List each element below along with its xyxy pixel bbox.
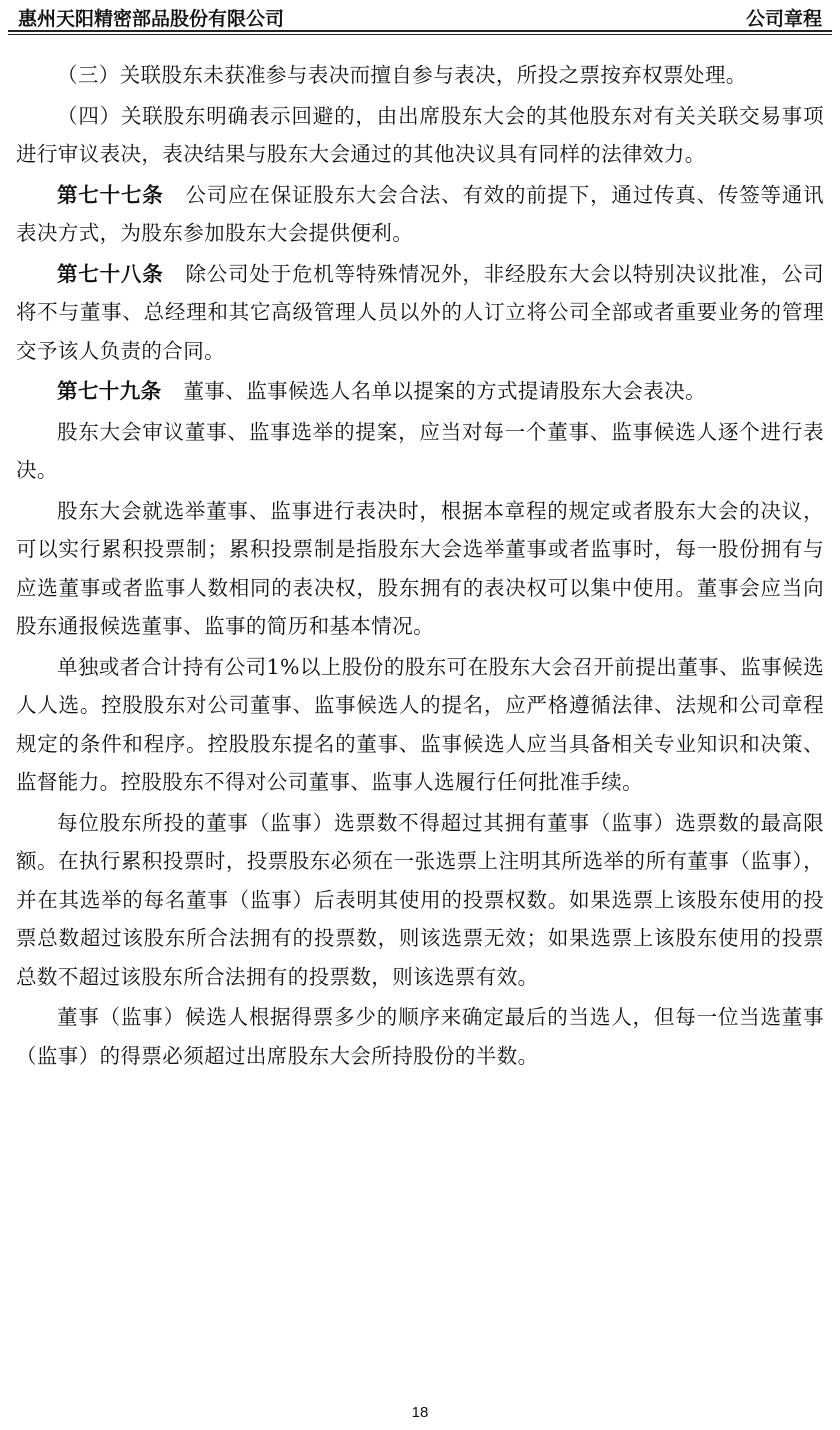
article-number: 第七十七条 bbox=[57, 182, 164, 207]
paragraph bbox=[16, 492, 824, 646]
article-number: 第七十九条 bbox=[57, 379, 162, 403]
paragraph-text: 单独或者合计持有公司1%以上股份的股东可在股东大会召开前提出董事、监事候选人人选。控股股东对公司董事、监事候选人的提名，应严格遵循法律、法规和公司章程规定的条件和程序。控股股东提名的董事、监事候选人应当具备相关专业知识和决策、监督能力。控股股东不得对公司董事、监事人选履行任何批准手续。 bbox=[16, 654, 824, 794]
paragraph-text: 公司应在保证股东大会合法、有效的前提下，通过传真、传签等通讯表决方式，为股东参加股东大会提供便利。 bbox=[16, 182, 825, 245]
paragraph-text: （四）关联股东明确表示回避的，由出席股东大会的其他股东对有关关联交易事项进行审议表决，表决结果与股东大会通过的其他决议具有同样的法律效力。 bbox=[16, 103, 824, 166]
paragraph-text: 股东大会就选举董事、监事进行表决时，根据本章程的规定或者股东大会的决议，可以实行累积投票制；累积投票制是指股东大会选举董事或者监事时，每一股份拥有与应选董事或者监事人数相同的表决权，股东拥有的表决权可以集中使用。董事会应当向股东通报候选董事、监事的简历和基本情况。 bbox=[16, 498, 824, 638]
document-title: 公司章程 bbox=[745, 8, 822, 30]
header-rule-thin bbox=[8, 34, 832, 35]
page-number: 18 bbox=[411, 1404, 429, 1421]
paragraph-text: 每位股东所投的董事（监事）选票数不得超过其拥有董事（监事）选票数的最高限额。在执行累积投票时，投票股东必须在一张选票上注明其所选举的所有董事（监事），并在其选举的每名董事（监事）后表明其使用的投票权数。如果选票上该股东使用的投票总数超过该股东所合法拥有的投票数，则该选票无效；如果选票上该股东使用的投票总数不超过该股东所合法拥有的投票数，则该选票有效。 bbox=[16, 810, 824, 989]
document-body bbox=[16, 56, 824, 1077]
company-name: 惠州天阳精密部品股份有限公司 bbox=[18, 8, 285, 30]
paragraph-text: （三）关联股东未获准参与表决而擅自参与表决，所投之票按弃权票处理。 bbox=[57, 63, 747, 87]
paragraph-text: 除公司处于危机等特殊情况外，非经股东大会以特别决议批准，公司将不与董事、总经理和其它高级管理人员以外的人订立将公司全部或者重要业务的管理交予该人负责的合同。 bbox=[16, 261, 825, 363]
paragraph bbox=[16, 176, 824, 253]
header-rule-thick bbox=[8, 30, 832, 32]
paragraph bbox=[16, 998, 824, 1075]
article-number: 第七十八条 bbox=[57, 261, 164, 286]
paragraph bbox=[16, 804, 824, 997]
paragraph bbox=[16, 255, 824, 371]
paragraph bbox=[16, 413, 824, 490]
paragraph-text: 董事、监事候选人名单以提案的方式提请股东大会表决。 bbox=[183, 379, 706, 403]
paragraph bbox=[16, 372, 824, 411]
paragraph bbox=[16, 56, 824, 95]
paragraph-text: 董事（监事）候选人根据得票多少的顺序来确定最后的当选人，但每一位当选董事（监事）的得票必须超过出席股东大会所持股份的半数。 bbox=[16, 1005, 824, 1068]
paragraph-text: 股东大会审议董事、监事选举的提案，应当对每一个董事、监事候选人逐个进行表决。 bbox=[16, 419, 824, 482]
paragraph bbox=[16, 648, 824, 802]
paragraph bbox=[16, 97, 824, 174]
